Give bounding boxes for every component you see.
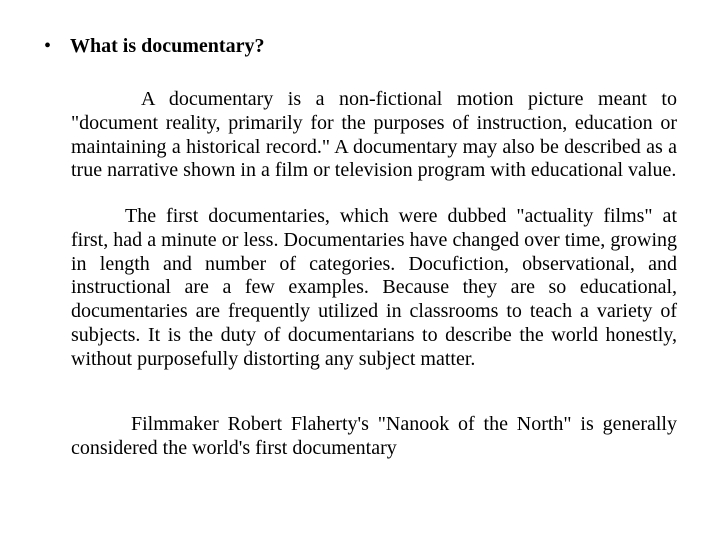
bullet-icon: • <box>44 35 52 57</box>
paragraph-definition: A documentary is a non-fictional motion picture meant to "document reality, primarily for the purposes of instruction, education or maintaining a historical record." A documentary may also be described as a true narrative shown in a film or television program with educational value. <box>71 88 677 182</box>
bullet-heading-row <box>44 33 264 59</box>
paragraph-history: The first documentaries, which were dubbed "actuality films" at first, had a minute or less. Documentaries have changed over time, growing in length and number of categories. Docufiction, observational, and instructional are a few examples. Because they are so educational, documentaries are frequently utilized in classrooms to teach a variety of subjects. It is the duty of documentarians to describe the world honestly, without purposefully distorting any subject matter. <box>71 205 677 370</box>
slide-heading: What is documentary? <box>70 35 265 57</box>
paragraph-first-documentary: Filmmaker Robert Flaherty's "Nanook of the North" is generally considered the world's first documentary <box>71 413 677 459</box>
